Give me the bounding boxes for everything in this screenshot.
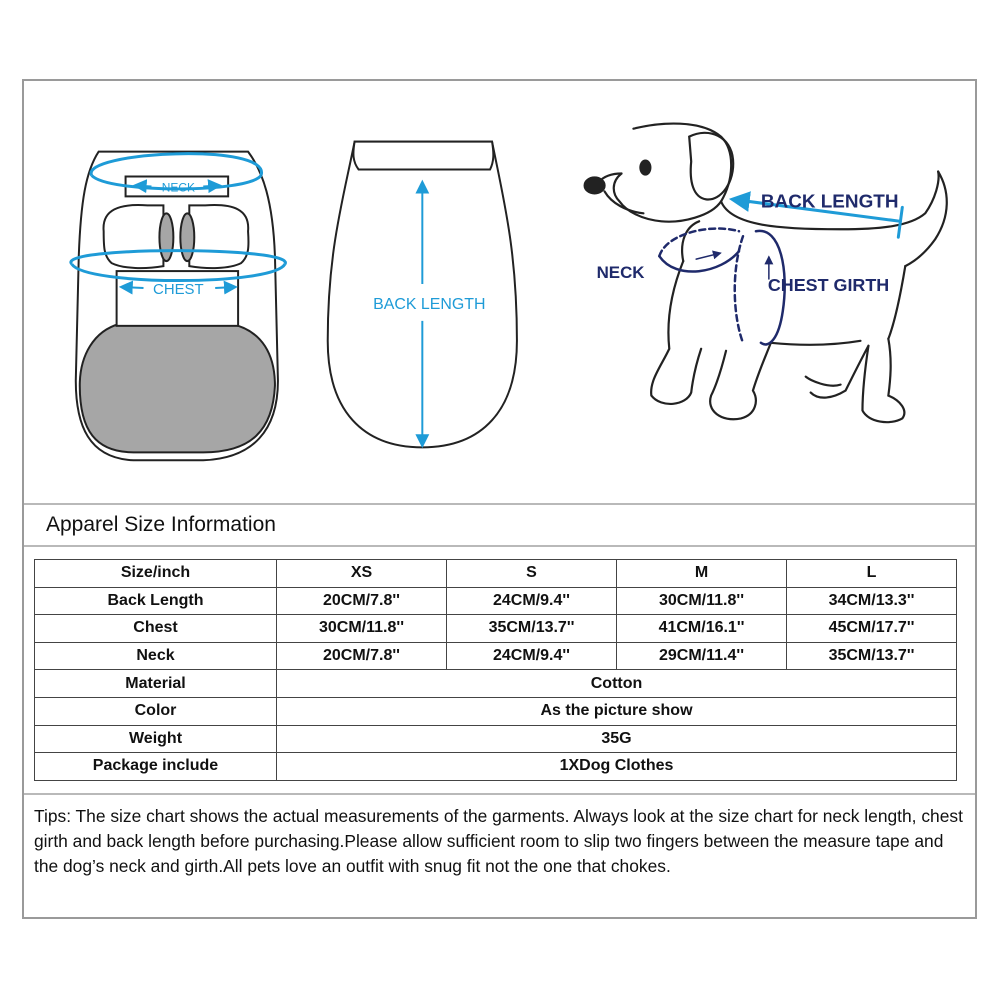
table-header-row — [35, 560, 957, 588]
table-row — [35, 587, 957, 615]
table-cell: 35CM/13.7'' — [447, 615, 617, 643]
row-label: Weight — [35, 725, 277, 753]
size-table — [34, 559, 957, 781]
size-guide-panel — [22, 79, 977, 919]
vest-neck-label: NECK — [161, 180, 195, 195]
vest-back-length-label: BACK LENGTH — [373, 295, 486, 313]
divider-bottom — [24, 793, 975, 795]
table-cell: 20CM/7.8'' — [277, 587, 447, 615]
dog-chest-girth-label: CHEST GIRTH — [767, 275, 890, 296]
row-label: Chest — [35, 615, 277, 643]
table-cell: 20CM/7.8'' — [277, 642, 447, 670]
table-row — [35, 697, 957, 725]
table-row — [35, 725, 957, 753]
table-row — [35, 753, 957, 781]
dog-neck-label: NECK — [596, 263, 645, 283]
table-cell: 30CM/11.8'' — [617, 587, 787, 615]
row-label: Package include — [35, 753, 277, 781]
table-cell: Cotton — [277, 670, 957, 698]
header-cell: XS — [277, 560, 447, 588]
vest-chest-label: CHEST — [153, 280, 204, 298]
table-cell: 30CM/11.8'' — [277, 615, 447, 643]
table-cell: 35G — [277, 725, 957, 753]
divider-middle — [24, 545, 975, 547]
dog-back-length-label: BACK LENGTH — [760, 191, 899, 213]
divider-top — [24, 503, 975, 505]
table-cell: 34CM/13.3'' — [787, 587, 957, 615]
vest-back-drawing — [328, 142, 517, 448]
tips-text: Tips: The size chart shows the actual measurements of the garments. Always look at the size chart for neck length, chest girth and back length before purchasing.Please allow sufficient room to slip two fingers between the measure tape and the dog’s neck and girth.All pets love an outfit with snug fit not the one that chokes. — [34, 806, 963, 876]
table-cell: 1XDog Clothes — [277, 753, 957, 781]
row-label: Color — [35, 697, 277, 725]
size-table-wrapper — [34, 559, 956, 781]
vest-front-drawing — [71, 152, 286, 461]
table-cell: 24CM/9.4'' — [447, 587, 617, 615]
section-title: Apparel Size Information — [46, 513, 276, 536]
table-cell: 45CM/17.7'' — [787, 615, 957, 643]
header-cell: S — [447, 560, 617, 588]
table-cell: 24CM/9.4'' — [447, 642, 617, 670]
row-label: Neck — [35, 642, 277, 670]
table-cell: 41CM/16.1'' — [617, 615, 787, 643]
row-label: Material — [35, 670, 277, 698]
header-cell: Size/inch — [35, 560, 277, 588]
header-cell: M — [617, 560, 787, 588]
table-cell: 29CM/11.4'' — [617, 642, 787, 670]
row-label: Back Length — [35, 587, 277, 615]
table-row — [35, 670, 957, 698]
measurement-illustration — [24, 81, 975, 503]
header-cell: L — [787, 560, 957, 588]
table-cell: 35CM/13.7'' — [787, 642, 957, 670]
table-row — [35, 642, 957, 670]
table-cell: As the picture show — [277, 697, 957, 725]
table-row — [35, 615, 957, 643]
